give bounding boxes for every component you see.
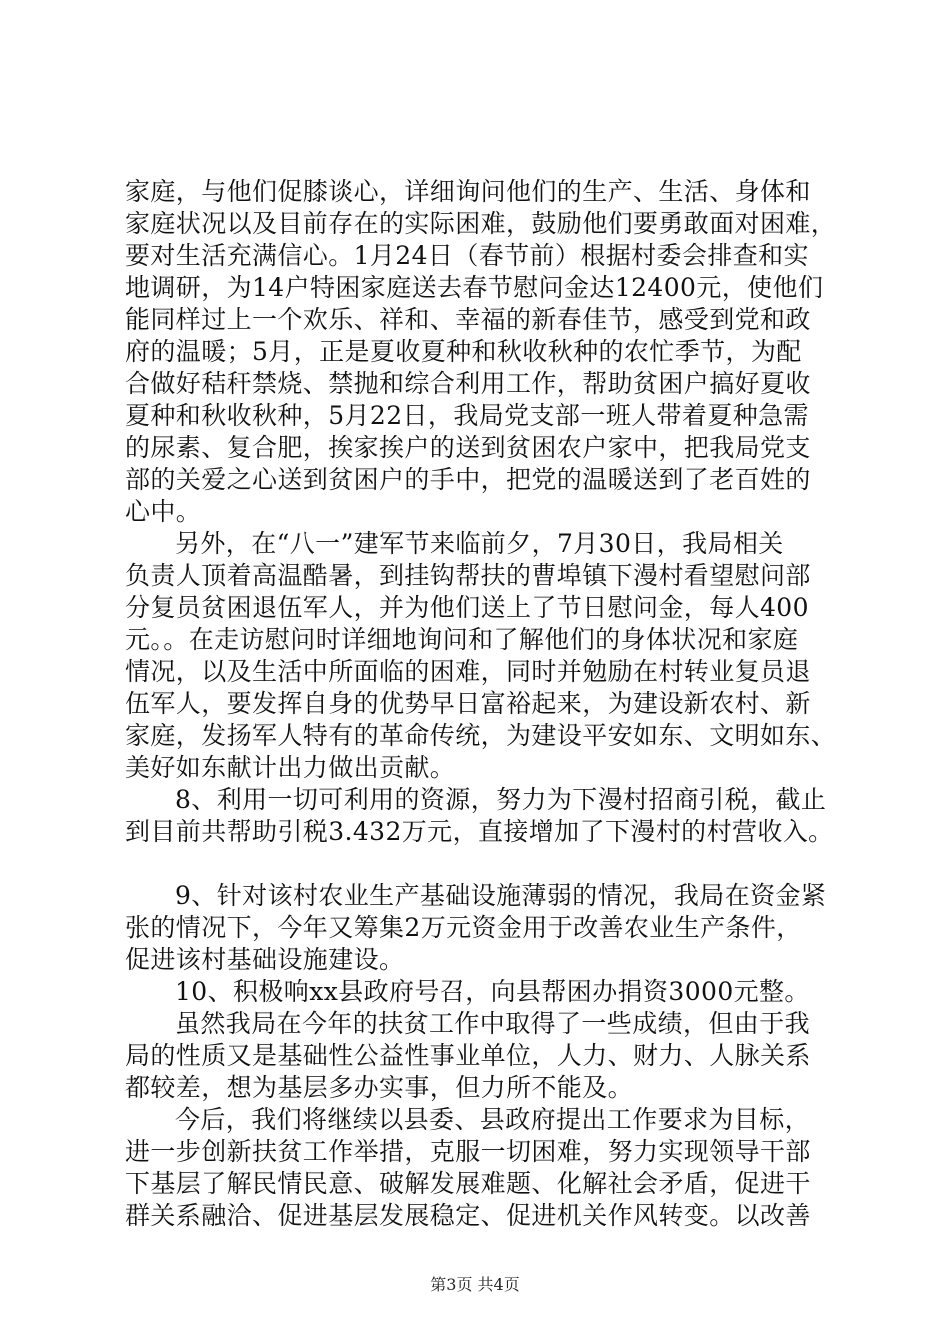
- text-line: 要对生活充满信心。1月24日（春节前）根据村委会排查和实: [125, 241, 809, 270]
- text-line: 局的性质又是基础性公益性事业单位，人力、财力、人脉关系: [125, 1041, 811, 1070]
- text-line: 都较差，想为基层多办实事，但力所不能及。: [125, 1073, 634, 1102]
- text-line: 今后，我们将继续以县委、县政府提出工作要求为目标，: [175, 1105, 811, 1134]
- text-line: 地调研，为14户特困家庭送去春节慰问金达12400元，使他们: [125, 273, 824, 302]
- text-line: 分复员贫困退伍军人，并为他们送上了节日慰问金，每人400: [125, 593, 809, 622]
- text-line: 另外，在“八一”建军节来临前夕，7月30日，我局相关: [175, 529, 784, 558]
- text-line: 元。。在走访慰问时详细地询问和了解他们的身体状况和家庭: [125, 625, 799, 654]
- text-line: 到目前共帮助引税3.432万元，直接增加了下漫村的村营收入。: [125, 817, 834, 846]
- text-line: 虽然我局在今年的扶贫工作中取得了一些成绩，但由于我: [175, 1009, 811, 1038]
- text-line: 部的关爱之心送到贫困户的手中，把党的温暖送到了老百姓的: [125, 465, 811, 494]
- text-line: 伍军人，要发挥自身的优势早日富裕起来，为建设新农村、新: [125, 689, 811, 718]
- text-line: 的尿素、复合肥，挨家挨户的送到贫困农户家中，把我局党支: [125, 433, 811, 462]
- text-line: [125, 848, 837, 880]
- text-line: 9、针对该村农业生产基础设施薄弱的情况，我局在资金紧: [175, 881, 827, 910]
- text-line: 家庭，与他们促膝谈心，详细询问他们的生产、生活、身体和: [125, 177, 811, 206]
- document-body: [125, 176, 837, 1232]
- text-line: 府的温暖；5月，正是夏收夏种和秋收秋种的农忙季节，为配: [125, 337, 802, 366]
- text-line: 负责人顶着高温酷暑，到挂钩帮扶的曹埠镇下漫村看望慰问部: [125, 561, 811, 590]
- text-line: 情况，以及生活中所面临的困难，同时并勉励在村转业复员退: [125, 657, 811, 686]
- text-line: 8、利用一切可利用的资源，努力为下漫村招商引税，截止: [175, 785, 827, 814]
- text-line: 家庭，发扬军人特有的革命传统，为建设平安如东、文明如东、: [125, 721, 837, 750]
- text-line: 夏种和秋收秋种，5月22日，我局党支部一班人带着夏种急需: [125, 401, 809, 430]
- text-line: 张的情况下，今年又筹集2万元资金用于改善农业生产条件，: [125, 913, 802, 942]
- page-number-footer: 第3页 共4页: [430, 1275, 520, 1294]
- text-line: 进一步创新扶贫工作举措，克服一切困难，努力实现领导干部: [125, 1137, 811, 1166]
- text-line: 下基层了解民情民意、破解发展难题、化解社会矛盾，促进干: [125, 1169, 811, 1198]
- text-line: 10、积极响xx县政府号召，向县帮困办捐资3000元整。: [175, 977, 810, 1006]
- text-line: 家庭状况以及目前存在的实际困难，鼓励他们要勇敢面对困难，: [125, 209, 837, 238]
- text-line: 合做好秸秆禁烧、禁抛和综合利用工作，帮助贫困户搞好夏收: [125, 369, 811, 398]
- text-line: 美好如东献计出力做出贡献。: [125, 753, 456, 782]
- text-line: 心中。: [125, 497, 202, 526]
- text-line: 能同样过上一个欢乐、祥和、幸福的新春佳节，感受到党和政: [125, 305, 811, 334]
- text-line: 促进该村基础设施建设。: [125, 945, 405, 974]
- text-line: 群关系融洽、促进基层发展稳定、促进机关作风转变。以改善: [125, 1201, 811, 1230]
